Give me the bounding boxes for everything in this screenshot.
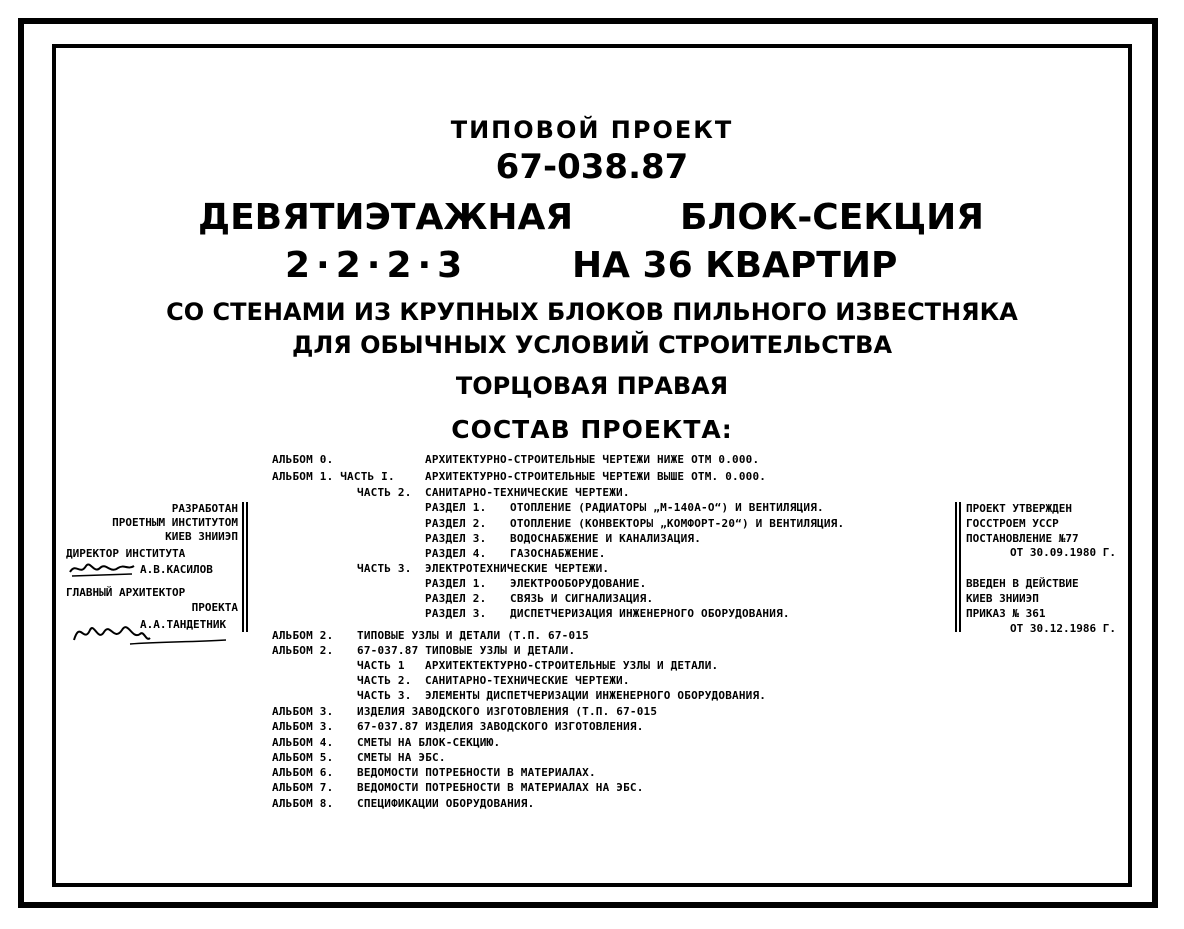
variant-label: ТОРЦОВАЯ ПРАВАЯ — [455, 372, 729, 400]
list-item-description: ОТОПЛЕНИЕ (КОНВЕКТОРЫ „КОМФОРТ-20“) И ВЕНТИЛЯЦИЯ. — [510, 517, 845, 530]
list-item-label: РАЗДЕЛ 3. — [425, 607, 487, 620]
list-item-description: САНИТАРНО-ТЕХНИЧЕСКИЕ ЧЕРТЕЖИ. — [425, 674, 630, 687]
list-item-description: ЭЛЕМЕНТЫ ДИСПЕТЧЕРИЗАЦИИ ИНЖЕНЕРНОГО ОБОРУДОВАНИЯ. — [425, 689, 767, 702]
enacted-label: ВВЕДЕН В ДЕЙСТВИЕ — [966, 577, 1079, 590]
list-item-description: АРХИТЕКТЕКТУРНО-СТРОИТЕЛЬНЫЕ УЗЛЫ И ДЕТАЛИ. — [425, 659, 719, 672]
list-item-label: РАЗДЕЛ 3. — [425, 532, 487, 545]
subtitle-walls: СО СТЕНАМИ ИЗ КРУПНЫХ БЛОКОВ ПИЛЬНОГО ИЗВЕСТНЯКА — [166, 298, 1018, 326]
list-item-description: СМЕТЫ НА БЛОК-СЕКЦИЮ. — [357, 736, 501, 749]
list-item-description: СМЕТЫ НА ЭБС. — [357, 751, 446, 764]
list-item-description: ГАЗОСНАБЖЕНИЕ. — [510, 547, 606, 560]
developer-institute-type: ПРОЕТНЫМ ИНСТИТУТОМ — [112, 516, 238, 529]
list-item-description: АРХИТЕКТУРНО-СТРОИТЕЛЬНЫЕ ЧЕРТЕЖИ ВЫШЕ ОТМ. 0.000. — [425, 470, 767, 483]
list-item-label: АЛЬБОМ 6. — [272, 766, 334, 779]
chief-architect-signature — [70, 612, 230, 654]
approval-authority: ГОССТРОЕМ УССР — [966, 517, 1059, 530]
list-item-label: АЛЬБОМ 5. — [272, 751, 334, 764]
flats-count: НА 36 КВАРТИР — [572, 245, 898, 286]
list-item-label: АЛЬБОМ 3. — [272, 720, 334, 733]
list-item-label: АЛЬБОМ 2. — [272, 644, 334, 657]
director-signature — [68, 558, 138, 580]
director-name: А.В.КАСИЛОВ — [140, 563, 213, 576]
list-item-label: АЛЬБОМ 3. — [272, 705, 334, 718]
title-block-section: БЛОК-СЕКЦИЯ — [680, 197, 984, 238]
list-item-description: СВЯЗЬ И СИГНАЛИЗАЦИЯ. — [510, 592, 654, 605]
chief-architect-name: А.А.ТАНДЕТНИК — [140, 618, 227, 631]
list-item-label: РАЗДЕЛ 2. — [425, 517, 487, 530]
list-item-label: АЛЬБОМ 0. — [272, 453, 334, 466]
approval-resolution: ПОСТАНОВЛЕНИЕ №77 — [966, 532, 1079, 545]
list-item-description: СПЕЦИФИКАЦИИ ОБОРУДОВАНИЯ. — [357, 797, 535, 810]
list-item-description: ЭЛЕКТРОТЕХНИЧЕСКИЕ ЧЕРТЕЖИ. — [425, 562, 610, 575]
list-item-label: АЛЬБОМ 2. — [272, 629, 334, 642]
title-storeys: ДЕВЯТИЭТАЖНАЯ — [198, 197, 574, 238]
developer-label: РАЗРАБОТАН — [171, 502, 238, 515]
list-item-description: ЭЛЕКТРООБОРУДОВАНИЕ. — [510, 577, 647, 590]
list-item-label: ЧАСТЬ 1 — [357, 659, 405, 672]
list-item-label: РАЗДЕЛ 2. — [425, 592, 487, 605]
list-item-description: ВЕДОМОСТИ ПОТРЕБНОСТИ В МАТЕРИАЛАХ НА ЭБС. — [357, 781, 644, 794]
list-item-description: ОТОПЛЕНИЕ (РАДИАТОРЫ „М-140А-О“) И ВЕНТИЛЯЦИЯ. — [510, 501, 824, 514]
section-formula: 2·2·2·3 — [285, 245, 469, 286]
list-item-label: АЛЬБОМ 4. — [272, 736, 334, 749]
list-item-label: АЛЬБОМ 8. — [272, 797, 334, 810]
enacted-date: ОТ 30.12.1986 Г. — [1010, 622, 1116, 635]
list-item-description: 67-037.87 ТИПОВЫЕ УЗЛЫ И ДЕТАЛИ. — [357, 644, 576, 657]
list-item-label: АЛЬБОМ 7. — [272, 781, 334, 794]
list-item-description: САНИТАРНО-ТЕХНИЧЕСКИЕ ЧЕРТЕЖИ. — [425, 486, 630, 499]
list-item-description: ДИСПЕТЧЕРИЗАЦИЯ ИНЖЕНЕРНОГО ОБОРУДОВАНИЯ. — [510, 607, 790, 620]
enacted-order: ПРИКАЗ № 361 — [966, 607, 1046, 620]
chief-architect-title: ГЛАВНЫЙ АРХИТЕКТОР — [66, 586, 186, 599]
project-number: 67-038.87 — [495, 147, 689, 187]
enacted-institute: КИЕВ ЗНИИЭП — [966, 592, 1039, 605]
doc-type-heading: ТИПОВОЙ ПРОЕКТ — [450, 116, 734, 144]
list-item-label: АЛЬБОМ 1. ЧАСТЬ I. — [272, 470, 395, 483]
list-item-description: АРХИТЕКТУРНО-СТРОИТЕЛЬНЫЕ ЧЕРТЕЖИ НИЖЕ ОТМ 0.000. — [425, 453, 760, 466]
list-item-label: РАЗДЕЛ 4. — [425, 547, 487, 560]
list-item-label: ЧАСТЬ 3. — [357, 689, 412, 702]
director-title: ДИРЕКТОР ИНСТИТУТА — [66, 547, 186, 560]
chief-architect-subtitle: ПРОЕКТА — [191, 601, 238, 614]
developer-institute-name: КИЕВ ЗНИИЭП — [165, 530, 238, 543]
list-item-description: 67-037.87 ИЗДЕЛИЯ ЗАВОДСКОГО ИЗГОТОВЛЕНИЯ. — [357, 720, 644, 733]
approval-label: ПРОЕКТ УТВЕРЖДЕН — [966, 502, 1072, 515]
list-item-label: ЧАСТЬ 2. — [357, 486, 412, 499]
list-item-label: ЧАСТЬ 2. — [357, 674, 412, 687]
list-item-description: ВОДОСНАБЖЕНИЕ И КАНАЛИЗАЦИЯ. — [510, 532, 702, 545]
divider — [955, 502, 957, 632]
composition-heading: СОСТАВ ПРОЕКТА: — [451, 415, 733, 444]
divider — [246, 502, 248, 632]
list-item-description: ТИПОВЫЕ УЗЛЫ И ДЕТАЛИ (Т.П. 67-015 — [357, 629, 589, 642]
subtitle-conditions: ДЛЯ ОБЫЧНЫХ УСЛОВИЙ СТРОИТЕЛЬСТВА — [291, 331, 893, 359]
list-item-label: РАЗДЕЛ 1. — [425, 501, 487, 514]
list-item-label: ЧАСТЬ 3. — [357, 562, 412, 575]
divider — [242, 502, 244, 632]
approval-date: ОТ 30.09.1980 Г. — [1010, 546, 1116, 559]
list-item-description: ВЕДОМОСТИ ПОТРЕБНОСТИ В МАТЕРИАЛАХ. — [357, 766, 596, 779]
list-item-label: РАЗДЕЛ 1. — [425, 577, 487, 590]
list-item-description: ИЗДЕЛИЯ ЗАВОДСКОГО ИЗГОТОВЛЕНИЯ (Т.П. 67-015 — [357, 705, 658, 718]
divider — [959, 502, 961, 632]
